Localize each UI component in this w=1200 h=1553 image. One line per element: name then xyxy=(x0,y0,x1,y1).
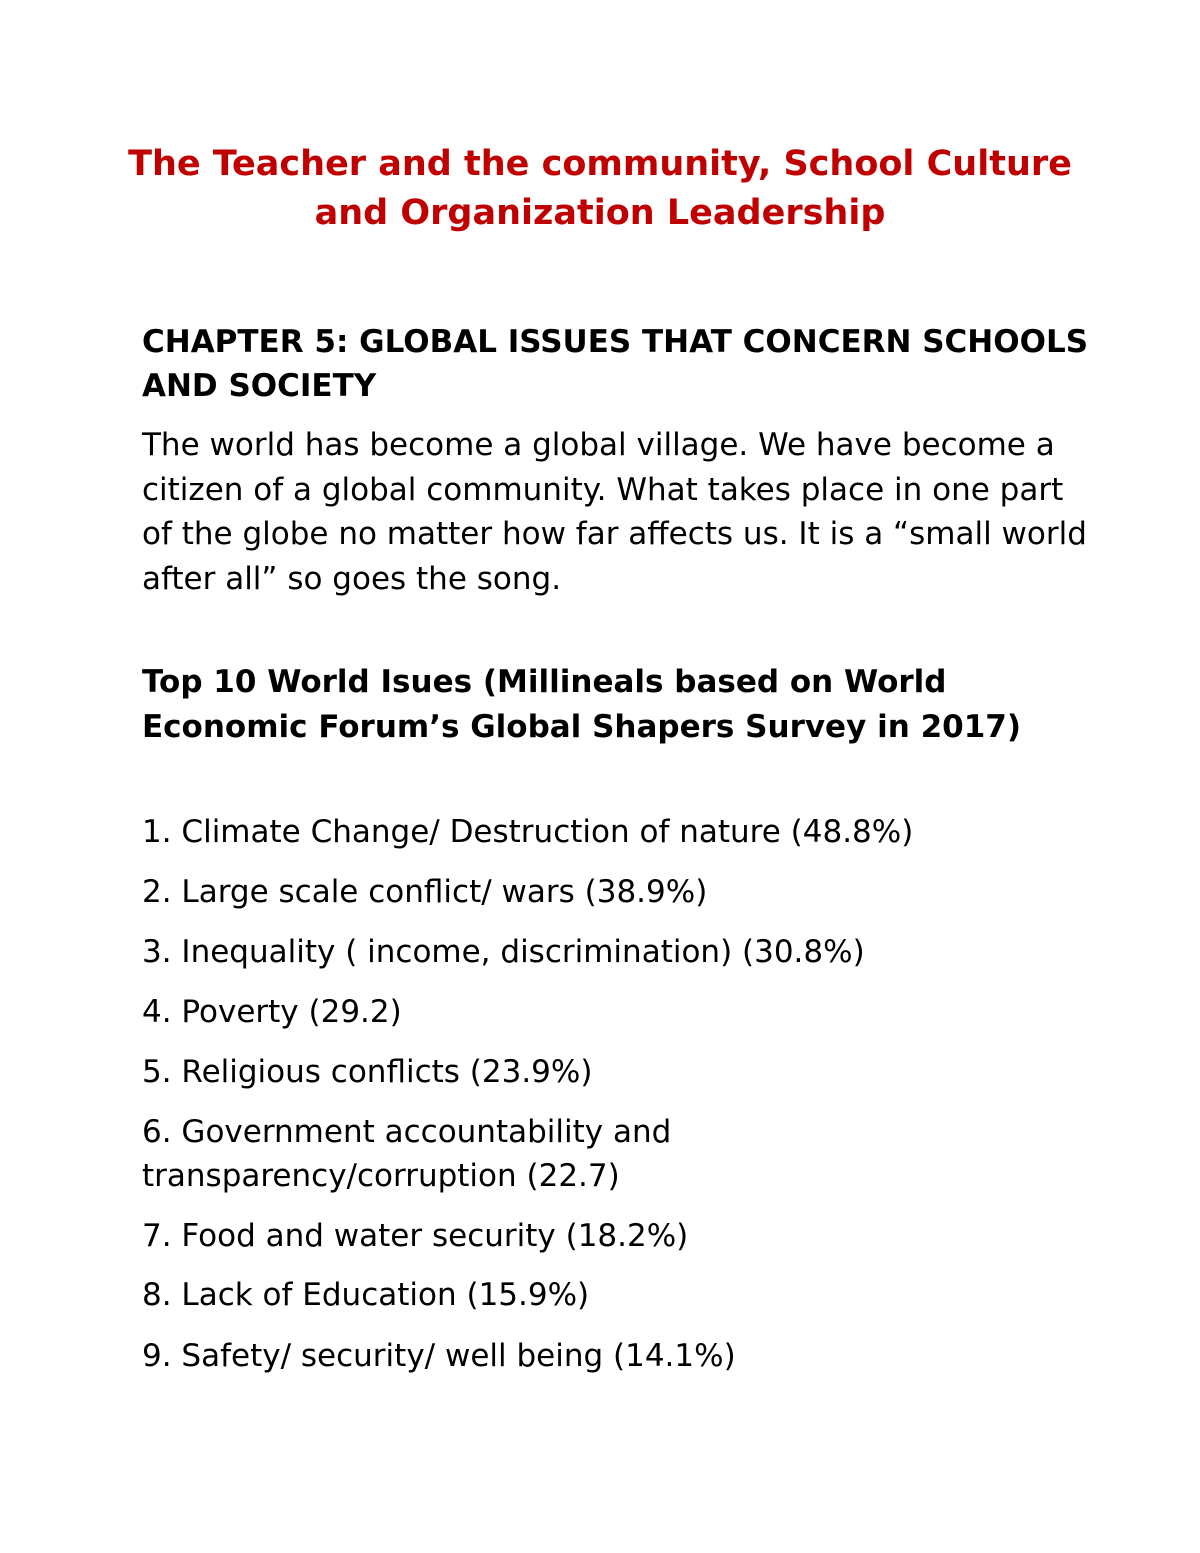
chapter-heading: CHAPTER 5: GLOBAL ISSUES THAT CONCERN SCHOOLS AND SOCIETY xyxy=(142,324,1089,404)
list-item: 3. Inequality ( income, discrimination) (30.8%) xyxy=(142,934,865,970)
list-item: 1. Climate Change/ Destruction of nature (48.8%) xyxy=(142,814,914,850)
intro-paragraph: The world has become a global village. We have become a citizen of a global community. What takes place in one part of the globe no matter how far affects us. It is a “small world after all” so goes the song. xyxy=(142,427,1087,597)
issues-list-heading: Top 10 World Isues (Millineals based on World Economic Forum’s Global Shapers Survey in 2017) xyxy=(142,664,1022,745)
list-item: 8. Lack of Education (15.9%) xyxy=(142,1277,590,1313)
list-item: 6. Government accountability and transparency/corruption (22.7) xyxy=(142,1114,672,1194)
document-title: The Teacher and the community, School Culture and Organization Leadership xyxy=(128,144,1072,233)
list-item: 9. Safety/ security/ well being (14.1%) xyxy=(142,1338,736,1374)
list-item: 7. Food and water security (18.2%) xyxy=(142,1218,689,1254)
list-item: 2. Large scale conflict/ wars (38.9%) xyxy=(142,874,708,910)
list-item: 4. Poverty (29.2) xyxy=(142,994,402,1030)
list-item: 5. Religious conflicts (23.9%) xyxy=(142,1054,593,1090)
